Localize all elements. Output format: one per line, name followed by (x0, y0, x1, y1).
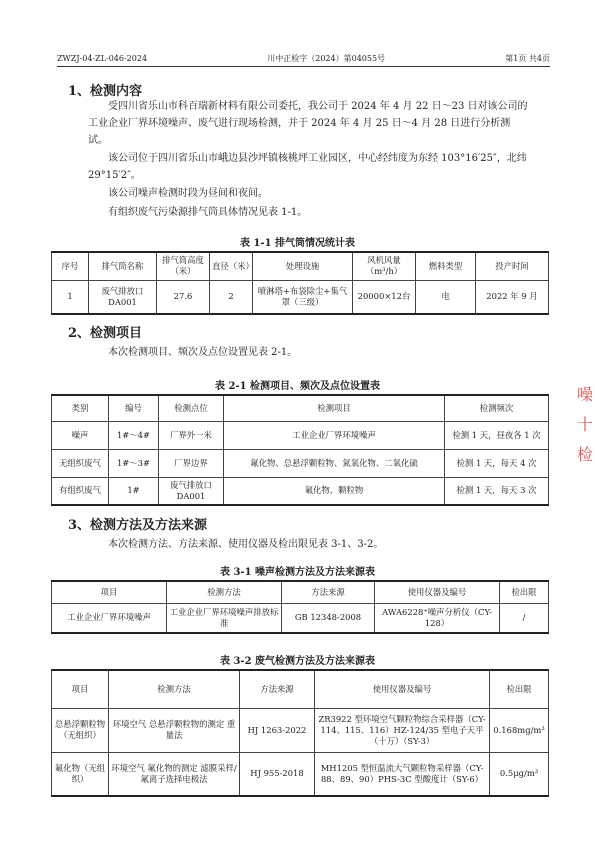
table-cell: HJ 955-2018 (240, 752, 315, 796)
header-cell: 排气筒名称 (89, 252, 157, 280)
table-1-1-caption: 表 1-1 排气筒情况统计表 (239, 238, 356, 249)
table-cell: 废气排放口DA001 (159, 477, 224, 505)
table-cell: 1#～3# (109, 449, 159, 477)
table-cell: 1 (52, 280, 89, 314)
header-cell: 检出限 (490, 670, 549, 708)
table-cell: 0.168mg/m³ (490, 708, 549, 752)
header-cell: 处理设施 (253, 252, 353, 280)
section1-paragraph-2: 该公司位于四川省乐山市峨边县沙坪镇核桃坪工业园区，中心经纬度为东经 103°16′25″，北纬 29°15′2″。 (88, 153, 527, 181)
table-cell: ZR3922 型环境空气颗粒物综合采样器（CY-114、115、116）HZ-124/35 型电子天平（十万）（SY-3） (315, 708, 490, 752)
table-cell: 工业企业厂界环境噪声 (52, 603, 167, 633)
table-2-1-caption: 表 2-1 检测项目、频次及点位设置表 (214, 381, 381, 392)
table-cell: 电 (416, 280, 476, 314)
table-header-row (52, 581, 549, 603)
section1-paragraph-1: 受四川省乐山市科百瑞新材料有限公司委托，我公司于 2024 年 4 月 22 日～23 日对该公司的工业企业厂界环境噪声、废气进行现场检测，并于 2024 年 4 月 25 日～4 月 28 日进行分析测试。 (88, 101, 528, 146)
table-cell: 总悬浮颗粒物（无组织） (52, 708, 109, 752)
header-cell: 投产时间 (476, 252, 549, 280)
table-cell: 检测 1 天，昼夜各 1 次 (445, 421, 549, 449)
table-cell: 2022 年 9 月 (476, 280, 549, 314)
table-cell: 1# (109, 477, 159, 505)
table-cell: 无组织废气 (52, 449, 109, 477)
table-row (52, 421, 549, 449)
section3-paragraph-1: 本次检测方法、方法来源、使用仪器及检出限见表 3-1、3-2。 (108, 539, 384, 550)
table-cell: 2 (210, 280, 253, 314)
report-number: 川中正检字（2024）第04055号 (267, 53, 386, 63)
table-row (52, 280, 549, 314)
header-cell: 检出限 (500, 581, 549, 603)
table-cell: 喷淋塔+布袋除尘+集气罩（三级） (253, 280, 353, 314)
table-cell: 环境空气 氟化物的测定 滤膜采样/氟离子选择电极法 (109, 752, 240, 796)
table-cell: AWA6228⁺噪声分析仪（CY-128） (375, 603, 500, 633)
table-cell: 有组织废气 (52, 477, 109, 505)
table-1-1 (51, 251, 549, 315)
table-cell: 检测 1 天，每天 4 次 (445, 449, 549, 477)
header-cell: 直径（米） (210, 252, 253, 280)
table-row (52, 477, 549, 505)
table-row (52, 603, 549, 633)
table-cell: 工业企业厂界环境噪声排放标准 (167, 603, 282, 633)
table-cell: 检测 1 天，每天 3 次 (445, 477, 549, 505)
table-cell: 厂界外一米 (159, 421, 224, 449)
header-cell: 类别 (52, 395, 109, 421)
table-cell: 20000×12台 (353, 280, 416, 314)
header-cell: 方法来源 (240, 670, 315, 708)
header-cell: 编号 (109, 395, 159, 421)
header-cell: 项目 (52, 670, 109, 708)
table-cell: 氟化物（无组织） (52, 752, 109, 796)
header-cell: 检测项目 (224, 395, 445, 421)
table-header-row (52, 670, 549, 708)
page-header (57, 51, 550, 65)
section2-paragraph-1: 本次检测项目、频次及点位设置见表 2-1。 (108, 347, 298, 358)
table-cell: 厂界边界 (159, 449, 224, 477)
table-3-1 (51, 580, 549, 634)
seal-stamp: 噪 十 检 (576, 385, 593, 464)
table-3-1-caption: 表 3-1 噪声检测方法及方法来源表 (219, 567, 376, 578)
header-cell: 项目 (52, 581, 167, 603)
table-3-2-caption: 表 3-2 废气检测方法及方法来源表 (219, 656, 376, 667)
header-cell: 检测频次 (445, 395, 549, 421)
table-cell: 1#～4# (109, 421, 159, 449)
table-row (52, 449, 549, 477)
header-cell: 方法来源 (282, 581, 375, 603)
table-cell: MH1205 型恒温流大气颗粒物采样器（CY-88、89、90）PHS-3C 型酸度计（SY-6） (315, 752, 490, 796)
header-cell: 检测方法 (167, 581, 282, 603)
section1-paragraph-3: 该公司噪声检测时段为昼间和夜间。 (108, 188, 268, 199)
header-cell: 序号 (52, 252, 89, 280)
table-cell: HJ 1263-2022 (240, 708, 315, 752)
section1-title: 1、检测内容 (68, 84, 143, 99)
table-cell: 噪声 (52, 421, 109, 449)
header-cell: 使用仪器及编号 (315, 670, 490, 708)
table-cell: 氟化物、颗粒物 (224, 477, 445, 505)
page-indicator: 第1页 共4页 (505, 53, 550, 63)
table-cell: 工业企业厂界环境噪声 (224, 421, 445, 449)
section1-paragraph-4: 有组织废气污染源排气筒具体情况见表 1-1。 (108, 207, 308, 218)
table-cell: 环境空气 总悬浮颗粒物的测定 重量法 (109, 708, 240, 752)
table-row (52, 708, 549, 752)
table-header-row (52, 395, 549, 421)
section2-title: 2、检测项目 (68, 326, 143, 341)
header-divider (57, 66, 550, 67)
header-cell: 检测点位 (159, 395, 224, 421)
header-cell: 排气筒高度（米） (157, 252, 210, 280)
header-cell: 使用仪器及编号 (375, 581, 500, 603)
header-cell: 风机风量（m³/h） (353, 252, 416, 280)
table-header-row (52, 252, 549, 280)
table-row (52, 752, 549, 796)
table-cell: 氟化物、总悬浮颗粒物、氮氧化物、二氧化硫 (224, 449, 445, 477)
table-2-1 (51, 394, 549, 506)
header-cell: 检测方法 (109, 670, 240, 708)
header-cell: 燃料类型 (416, 252, 476, 280)
section3-title: 3、检测方法及方法来源 (68, 518, 208, 533)
doc-code: ZWZJ-04-ZL-046-2024 (57, 53, 148, 63)
table-cell: 27.6 (157, 280, 210, 314)
table-cell: GB 12348-2008 (282, 603, 375, 633)
table-cell: 0.5μg/m³ (490, 752, 549, 796)
table-cell: 废气排放口DA001 (89, 280, 157, 314)
table-cell: / (500, 603, 549, 633)
table-3-2 (51, 669, 549, 797)
